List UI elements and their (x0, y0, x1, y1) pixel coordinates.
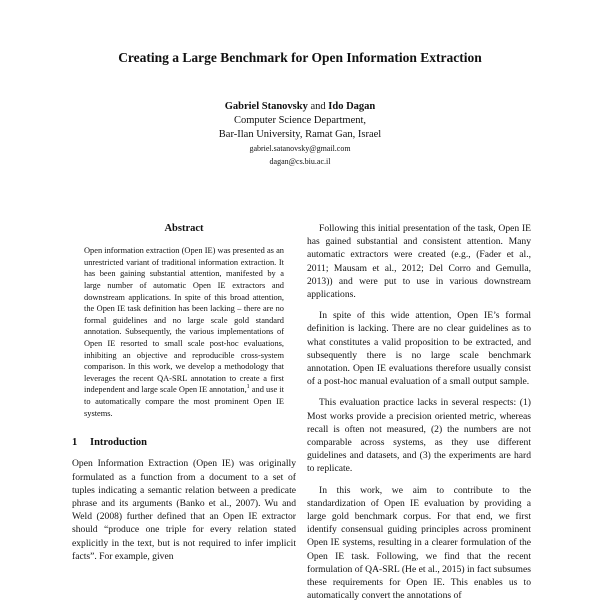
author-email[interactable]: gabriel.satanovsky@gmail.com (249, 144, 351, 153)
right-column (307, 222, 531, 610)
section-title: Introduction (90, 437, 147, 449)
body-paragraph: This evaluation practice lacks in several respects: (1) Most works provide a precision oriented metric, whereas recall is often not measured, (2) the numbers are not comparable across systems, as they use different guidelines and datasets, and (3) the experiments are hard to replicate. (307, 397, 531, 475)
abstract-text-part: Open information extraction (Open IE) was presented as an unrestricted variant of traditional information extraction. It has been gaining substantial attention, manifested by a large number of automatic Open IE extractors and downstream applications. In spite of this broad attention, the Open IE task definition has been lacking – there are no formal guidelines and no large scale gold standard annotation. Subsequently, the various implementations of Open IE resorted to small scale post-hoc evaluations, inhibiting an objective and reproducible cross-system comparison. In this work, we develop a methodology that leverages the recent QA-SRL annotation to create a first independent and large scale Open IE annotation, (84, 246, 284, 395)
author-email[interactable]: dagan@cs.biu.ac.il (269, 157, 331, 166)
author-department: Computer Science Department, (233, 115, 367, 126)
author-name: Ido Dagan (328, 101, 376, 112)
body-paragraph: In this work, we aim to contribute to the standardization of Open IE evaluation by providing a large gold benchmark corpus. For that end, we first identify consensual guiding principles across prominent Open IE systems, resulting in a clearer formulation of the Open IE task. Following, we find that the recent formulation of QA-SRL (He et al., 2015) in fact subsumes these requirements for Open IE. This enables us to automatically convert the annotations of (307, 484, 531, 602)
paper-title: Creating a Large Benchmark for Open Information Extraction (118, 50, 482, 65)
abstract-text-part: and use it to automatically compare the most prominent Open IE systems. (84, 385, 284, 418)
author-affiliation: Bar-Ilan University, Ramat Gan, Israel (218, 129, 382, 140)
abstract-heading: Abstract (164, 223, 204, 234)
section-heading-introduction (72, 436, 296, 449)
body-paragraph: Following this initial presentation of the task, Open IE has gained substantial and consistent attention. Many automatic extractors were created (e.g., (Fader et al., 2011; Mausam et al., 2012; Del Corro and Gemulla, 2013)) and were put to use in various downstream applications. (307, 223, 531, 301)
abstract-text (84, 245, 284, 419)
author-block (0, 100, 600, 168)
section-number: 1 (72, 437, 78, 449)
left-column (72, 222, 296, 571)
body-paragraph: In spite of this wide attention, Open IE’s formal definition is lacking. There are no clear guidelines as to what constitutes a valid proposition to be extracted, and subsequently there is no large scale benchmark annotation. Open IE evaluations therefore usually consist of a post-hoc manual evaluation of a small output sample. (307, 310, 531, 388)
author-conjunction: and (310, 101, 326, 112)
intro-paragraph: Open Information Extraction (Open IE) was originally formulated as a function from a document to a set of tuples indicating a semantic relation between a predicate phrase and its arguments (Banko et al., 2007). Wu and Weld (2008) further defined that an Open IE extractor should “produce one triple for every relation stated explicitly in the text, but is not required to infer implicit facts”. For example, given (72, 458, 296, 562)
author-name: Gabriel Stanovsky (224, 101, 308, 112)
author-names (0, 100, 600, 114)
abstract-body (84, 245, 284, 419)
footnote-marker[interactable]: 1 (246, 384, 250, 391)
